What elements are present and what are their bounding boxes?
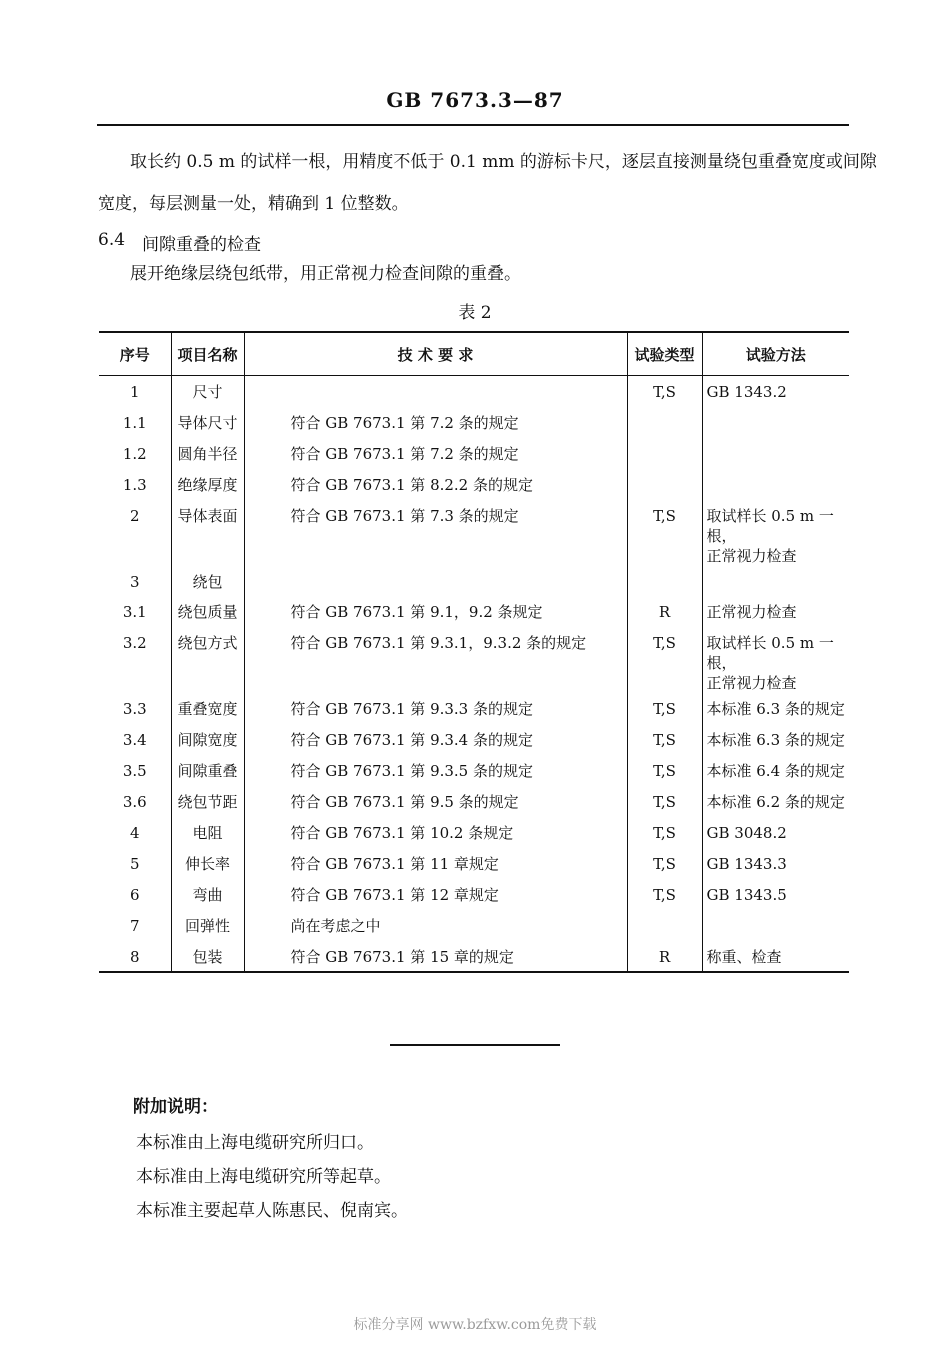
technical-requirement: 尚在考虑之中: [244, 910, 627, 941]
end-rule: [390, 1044, 560, 1046]
header-test-method: 试验方法: [702, 332, 849, 376]
technical-requirement: 符合 GB 7673.1 第 8.2.2 条的规定: [244, 469, 627, 500]
test-type: R: [627, 941, 702, 972]
test-method-line: 取试样长 0.5 m 一根，: [706, 506, 834, 545]
technical-requirement: 符合 GB 7673.1 第 9.3.5 条的规定: [244, 755, 627, 786]
technical-requirement: [244, 566, 627, 596]
test-method: [702, 469, 849, 500]
test-method: [702, 627, 849, 693]
table-row: [99, 693, 849, 724]
test-method-line: 正常视力检查: [706, 602, 797, 621]
row-number: 2: [129, 506, 140, 525]
row-number: 3: [129, 572, 140, 591]
table-header-row: [99, 332, 849, 376]
test-method-line: 本标准 6.3 条的规定: [706, 730, 845, 749]
row-number: 3.6: [122, 792, 147, 811]
section-title: 间隙重叠的检查: [142, 235, 261, 255]
table-row: [99, 879, 849, 910]
footer-watermark: 标准分享网 www.bzfxw.com免费下载: [353, 1317, 597, 1333]
row-number: 1.3: [122, 475, 147, 494]
item-name: 伸长率: [171, 848, 244, 879]
technical-requirement: 符合 GB 7673.1 第 9.3.3 条的规定: [244, 693, 627, 724]
test-method: [702, 755, 849, 786]
item-name: 圆角半径: [171, 438, 244, 469]
test-method-line: 本标准 6.2 条的规定: [706, 792, 845, 811]
technical-requirement: [244, 376, 627, 407]
table-row: [99, 376, 849, 407]
test-method-line: 正常视力检查: [706, 546, 797, 565]
technical-requirement: 符合 GB 7673.1 第 7.2 条的规定: [244, 407, 627, 438]
row-number: 3.1: [122, 602, 147, 621]
technical-requirement: 符合 GB 7673.1 第 15 章的规定: [244, 941, 627, 972]
row-number: 3.4: [122, 730, 147, 749]
paragraph-line-2: 宽度，每层测量一处，精确到 1 位整数。: [98, 194, 409, 214]
test-type: [627, 469, 702, 500]
technical-requirement: 符合 GB 7673.1 第 7.2 条的规定: [244, 438, 627, 469]
row-number: 4: [129, 823, 140, 842]
row-number: 6: [129, 885, 140, 904]
header-rule: [97, 124, 849, 126]
item-name: 电阻: [171, 817, 244, 848]
test-type: T,S: [627, 879, 702, 910]
table-row: [99, 786, 849, 817]
section-body: 展开绝缘层绕包纸带，用正常视力检查间隙的重叠。: [130, 264, 521, 284]
table-row: [99, 941, 849, 972]
table-caption: 表 2: [458, 303, 492, 323]
technical-requirement: 符合 GB 7673.1 第 10.2 条规定: [244, 817, 627, 848]
paragraph-line-1: 取长约 0.5 m 的试样一根，用精度不低于 0.1 mm 的游标卡尺，逐层直接测量绕包重叠宽度或间隙: [130, 152, 877, 172]
item-name: 绕包节距: [171, 786, 244, 817]
item-name: 绕包: [171, 566, 244, 596]
test-type: T,S: [627, 848, 702, 879]
test-method-line: 正常视力检查: [706, 673, 797, 692]
header-no: 序号: [99, 332, 171, 376]
table-row: [99, 627, 849, 693]
test-type: T,S: [627, 376, 702, 407]
test-method: [702, 879, 849, 910]
test-method-line: 本标准 6.4 条的规定: [706, 761, 845, 780]
test-method-line: 称重、检查: [706, 947, 782, 966]
row-number: 1.1: [122, 413, 147, 432]
test-method-line: 取试样长 0.5 m 一根，: [706, 633, 834, 672]
test-method-line: GB 1343.3: [706, 854, 787, 873]
test-type: T,S: [627, 693, 702, 724]
test-method-line: GB 1343.5: [706, 885, 787, 904]
row-number: 3.2: [122, 633, 147, 652]
item-name: 导体表面: [171, 500, 244, 566]
test-type: [627, 566, 702, 596]
technical-requirement: 符合 GB 7673.1 第 9.3.4 条的规定: [244, 724, 627, 755]
test-method: [702, 910, 849, 941]
table-row: [99, 438, 849, 469]
item-name: 包装: [171, 941, 244, 972]
test-type: T,S: [627, 500, 702, 566]
header-name: 项目名称: [171, 332, 244, 376]
test-method: [702, 817, 849, 848]
test-method: [702, 500, 849, 566]
technical-requirement: 符合 GB 7673.1 第 12 章规定: [244, 879, 627, 910]
notes-title: 附加说明：: [133, 1097, 218, 1117]
test-method: [702, 596, 849, 627]
row-number: 5: [129, 854, 140, 873]
table-row: [99, 469, 849, 500]
row-number: 3.3: [122, 699, 147, 718]
item-name: 间隙宽度: [171, 724, 244, 755]
item-name: 弯曲: [171, 879, 244, 910]
test-type: T,S: [627, 627, 702, 693]
item-name: 回弹性: [171, 910, 244, 941]
item-name: 导体尺寸: [171, 407, 244, 438]
table-row: [99, 910, 849, 941]
note-line: 本标准主要起草人陈惠民、倪南宾。: [136, 1201, 408, 1221]
table-row: [99, 500, 849, 566]
test-method: [702, 693, 849, 724]
row-number: 3.5: [122, 761, 147, 780]
row-number: 8: [99, 941, 171, 972]
item-name: 绕包方式: [171, 627, 244, 693]
test-type: [627, 910, 702, 941]
section-number: 6.4: [98, 230, 126, 250]
technical-requirement: 符合 GB 7673.1 第 9.5 条的规定: [244, 786, 627, 817]
test-method: [702, 848, 849, 879]
table-row: [99, 848, 849, 879]
table-row: [99, 596, 849, 627]
technical-requirement: 符合 GB 7673.1 第 7.3 条的规定: [244, 500, 627, 566]
test-method: [702, 941, 849, 972]
test-type: T,S: [627, 755, 702, 786]
row-number: 1: [129, 383, 140, 401]
technical-requirement: 符合 GB 7673.1 第 9.1，9.2 条规定: [244, 596, 627, 627]
test-type: R: [627, 596, 702, 627]
row-number: 1.2: [122, 444, 147, 463]
table-row: [99, 817, 849, 848]
technical-requirement: 符合 GB 7673.1 第 9.3.1，9.3.2 条的规定: [244, 627, 627, 693]
item-name: 绝缘厚度: [171, 469, 244, 500]
test-method: [702, 724, 849, 755]
test-method: [702, 407, 849, 438]
test-type: [627, 438, 702, 469]
document-code: GB 7673.3—87: [386, 88, 564, 112]
test-method-line: GB 3048.2: [706, 823, 787, 842]
test-type: T,S: [627, 724, 702, 755]
test-method: [702, 438, 849, 469]
table-row: [99, 755, 849, 786]
header-test-type: 试验类型: [627, 332, 702, 376]
table-row: [99, 724, 849, 755]
item-name: 间隙重叠: [171, 755, 244, 786]
table-row: [99, 566, 849, 596]
test-type: [627, 407, 702, 438]
technical-requirement: 符合 GB 7673.1 第 11 章规定: [244, 848, 627, 879]
header-requirement: 技 术 要 求: [244, 332, 627, 376]
test-method-line: GB 1343.2: [706, 383, 787, 401]
item-name: 尺寸: [171, 376, 244, 407]
test-type: T,S: [627, 786, 702, 817]
test-method: [702, 786, 849, 817]
row-number: 7: [129, 916, 140, 935]
item-name: 绕包质量: [171, 596, 244, 627]
test-method: [702, 376, 849, 407]
item-name: 重叠宽度: [171, 693, 244, 724]
table-row: [99, 407, 849, 438]
note-line: 本标准由上海电缆研究所等起草。: [136, 1167, 391, 1187]
test-type: T,S: [627, 817, 702, 848]
note-line: 本标准由上海电缆研究所归口。: [136, 1133, 374, 1153]
test-method: [702, 566, 849, 596]
spec-table: [99, 331, 849, 973]
test-method-line: 本标准 6.3 条的规定: [706, 699, 845, 718]
